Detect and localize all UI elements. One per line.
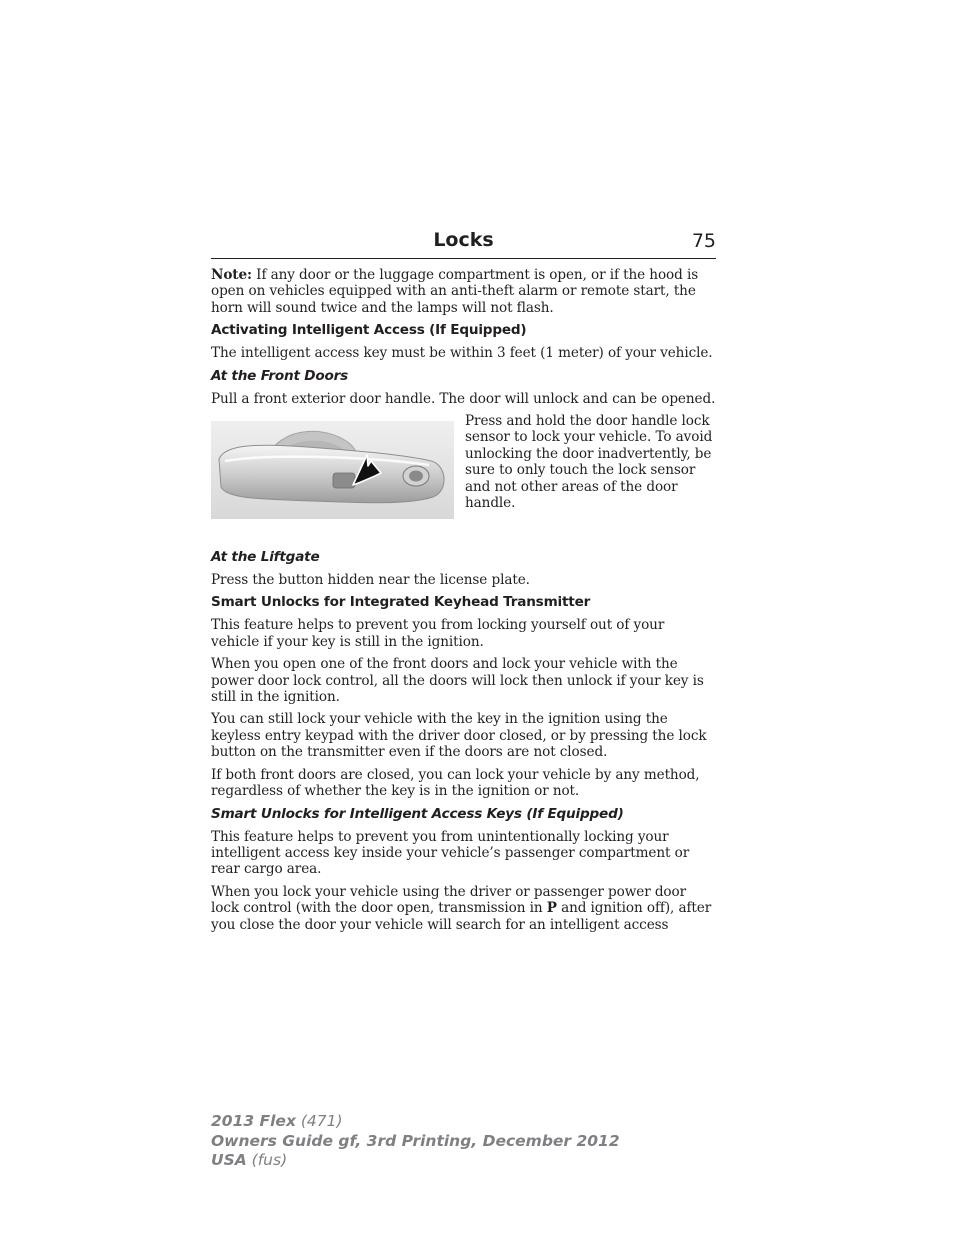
note-label: Note: [211, 267, 252, 283]
smart-ia-paragraph-1: This feature helps to prevent you from unintentionally locking your intelligent access key inside your vehicle’s passenger compartment or rear cargo area. [211, 828, 690, 878]
note-paragraph [211, 267, 716, 316]
smart-ikt-paragraph-2: When you open one of the front doors and lock your vehicle with the power door lock control, all the doors will lock then unlock if your key is still in the ignition. [211, 656, 704, 706]
page-number: 75 [691, 230, 716, 252]
page-footer [211, 1112, 620, 1171]
footer-guide-line [211, 1132, 620, 1152]
smart-ia-paragraph-2-start: When you lock your vehicle using the driver or passenger power door lock control (with the door open, transmission in [211, 883, 686, 917]
footer-model: 2013 Flex [211, 1112, 296, 1130]
smart-ikt-heading: Smart Unlocks for Integrated Keyhead Transmitter [211, 594, 591, 611]
body-text [211, 267, 716, 933]
door-handle-image [211, 421, 454, 519]
footer-market-line [211, 1151, 620, 1171]
smart-ia-paragraph-2 [211, 884, 716, 933]
smart-ia-paragraph-2-end: and ignition off), after you close the door your vehicle will search for an intelligent access [211, 900, 712, 933]
smart-ikt-paragraph-3: You can still lock your vehicle with the key in the ignition using the keyless entry keypad with the driver door closed, or by pressing the lock button on the transmitter even if the doors are not closed. [211, 711, 707, 761]
smart-ikt-paragraph-1: This feature helps to prevent you from locking yourself out of your vehicle if your key is still in the ignition. [211, 617, 665, 650]
smart-ia-heading: Smart Unlocks for Intelligent Access Keys (If Equipped) [211, 805, 624, 822]
note-text: If any door or the luggage compartment is open, or if the hood is open on vehicles equipped with an anti-theft alarm or remote start, the horn will sound twice and the lamps will not flash. [211, 267, 699, 316]
activating-heading: Activating Intelligent Access (If Equipped) [211, 322, 527, 339]
footer-model-code: (471) [295, 1112, 343, 1130]
liftgate-heading: At the Liftgate [211, 549, 320, 566]
footer-market: USA [211, 1151, 247, 1169]
liftgate-text: Press the button hidden near the license plate. [211, 572, 530, 589]
front-doors-heading: At the Front Doors [211, 367, 349, 384]
door-handle-illustration [211, 421, 454, 519]
front-doors-text: Pull a front exterior door handle. The door will unlock and can be opened. [211, 390, 716, 407]
footer-guide: Owners Guide gf, 3rd Printing, December 2012 [211, 1131, 620, 1150]
smart-ikt-paragraph-4: If both front doors are closed, you can lock your vehicle by any method, regardless of whether the key is in the ignition or not. [211, 766, 700, 800]
door-handle-instructions: Press and hold the door handle lock sensor to lock your vehicle. To avoid unlocking the door inadvertently, be sure to only touch the lock sensor and not other areas of the door handle. [465, 413, 713, 512]
page-content [211, 228, 716, 939]
door-handle-figure-row [211, 413, 716, 519]
footer-model-line [211, 1112, 620, 1132]
footer-market-code: (fus) [246, 1151, 288, 1169]
page-header [211, 228, 716, 259]
transmission-park-letter: P [546, 900, 557, 917]
page-title: Locks [433, 229, 494, 251]
activating-text: The intelligent access key must be within 3 feet (1 meter) of your vehicle. [211, 345, 713, 362]
